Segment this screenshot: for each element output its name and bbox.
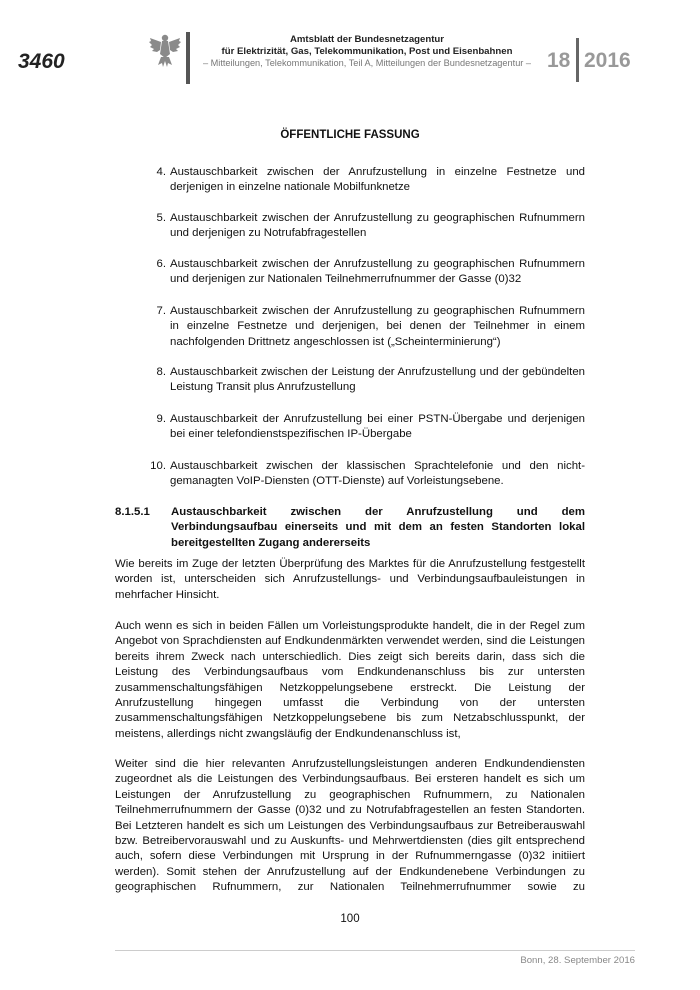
header-divider [186,32,190,84]
publication-title [196,34,538,57]
list-item [146,257,585,288]
footer-date: Bonn, 28. September 2016 [520,955,635,966]
page-title: ÖFFENTLICHE FASSUNG [280,129,420,141]
list-item-number: 5. [156,212,166,224]
footer-divider [115,950,635,951]
list-item-text: Austauschbarkeit zwischen der Anrufzustellung zu geographischen Rufnummern und derjenigen zu Notrufabfragestellen [170,212,585,240]
list-item-text: Austauschbarkeit der Anrufzustellung bei einer PSTN-Übergabe und derjenigen bei einer telefondienstspezifischen IP-Übergabe [170,413,585,441]
list-item-text: Austauschbarkeit zwischen der Anrufzustellung zu geographischen Rufnummern und derjenigen zur Nationalen Teilnehmerrufnummer der Gasse (0)32 [170,258,585,286]
list-item [146,304,585,350]
issue-number: 18 [547,49,571,72]
publication-title-line1: Amtsblatt der Bundesnetzagentur [289,34,445,45]
list-item-number: 7. [156,305,166,317]
list-item [146,211,585,242]
list-item-number: 9. [156,413,166,425]
list-item [146,365,585,396]
footer-page-number: 100 [340,913,360,925]
list-item-number: 6. [156,258,166,270]
publication-title-line2: für Elektrizität, Gas, Telekommunikation, Post und Eisenbahnen [221,45,513,57]
paragraph: Weiter sind die hier relevanten Anrufzustellungsleistungen anderen Endkundendiensten zugeordnet als die Leistungen des Verbindungsaufbaus. Bei ersteren handelt es sich um Leistungen der Anrufzustellung zu geographischen Rufnummern, zu Nationalen Teilnehmerrufnummern der Gasse (0)32 und zu Notrufabfragestellen an festen Standorten. Bei Letzteren handelt es sich um Leistungen des Verbindungsaufbaus zur Betreiberauswahl bzw. Betreibervorauswahl und zu Auskunfts- und Mehrwertdiensten (dies gilt entsprechend auch, sofern diese Verbindungen mit Ursprung in der Rufnummerngasse (0)32 initiiert werden). Somit stehen der Anrufzustellung auf der Endkundenebene Verbindungen zu geographischen Rufnummern, zur Nationalen Teilnehmerrufnummer sowie zu [115,758,585,894]
list-item-number: 10. [150,460,166,472]
list-item [146,459,585,490]
section-title: Austauschbarkeit zwischen der Anrufzustellung und dem Verbindungsaufbau einerseits und mit dem an festen Standorten lokal bereitgestellten Zugang andererseits [171,506,585,549]
list-item-text: Austauschbarkeit zwischen der Leistung der Anrufzustellung und der gebündelten Leistung Transit plus Anrufzustellung [170,366,585,394]
page-number: 3460 [18,50,65,73]
issue-divider [576,38,579,82]
paragraph: Auch wenn es sich in beiden Fällen um Vorleistungsprodukte handelt, die in der Regel zum Angebot von Sprachdiensten auf Endkundenmärkten verwendet werden, sind die Leistungen bereits ihrem Zweck nach unterschiedlich. Dies zeigt sich bereits darin, dass sich die Leistung des Verbindungsaufbaus vom Endkundenanschluss bis zur untersten zusammenschaltungsfähigen Netzkoppelungsebene erstreckt. Die Leistung der Anrufzustellung hingegen umfasst die Verbindung von der untersten zusammenschaltungsfähigen Netzkoppelungsebene bis zum Netzabschlusspunkt, der meistens, allerdings nicht zwangsläufig der Endkundenanschluss ist, [115,620,585,740]
section-number: 8.1.5.1 [115,506,150,518]
list-item-text: Austauschbarkeit zwischen der Anrufzustellung zu geographischen Rufnummern in einzelne Festnetze und derjenigen, bei denen der Teilnehmer in einem nachfolgenden Drittnetz angeschlossen ist („Scheinterminierung“) [170,305,585,348]
federal-eagle-icon [148,32,182,68]
list-item [146,165,585,196]
issue-year: 2016 [584,49,631,72]
publication-subtitle: – Mitteilungen, Telekommunikation, Teil A, Mitteilungen der Bundesnetzagentur – [202,58,532,68]
section-heading [115,505,585,551]
paragraph: Wie bereits im Zuge der letzten Überprüfung des Marktes für die Anrufzustellung festgestellt worden ist, unterscheiden sich Anrufzustellungs- und Verbindungsaufbauleistungen in mehrfacher Hinsicht. [115,558,585,601]
list-item [146,412,585,443]
list-item-number: 4. [156,166,166,178]
list-item-text: Austauschbarkeit zwischen der Anrufzustellung in einzelne Festnetze und derjenigen in einzelne nationale Mobilfunknetze [170,166,585,194]
list-item-number: 8. [156,366,166,378]
list-item-text: Austauschbarkeit zwischen der klassischen Sprachtelefonie und den nicht-gemanagten VoIP-Diensten (OTT-Dienste) auf Vorleistungsebene. [170,460,585,488]
